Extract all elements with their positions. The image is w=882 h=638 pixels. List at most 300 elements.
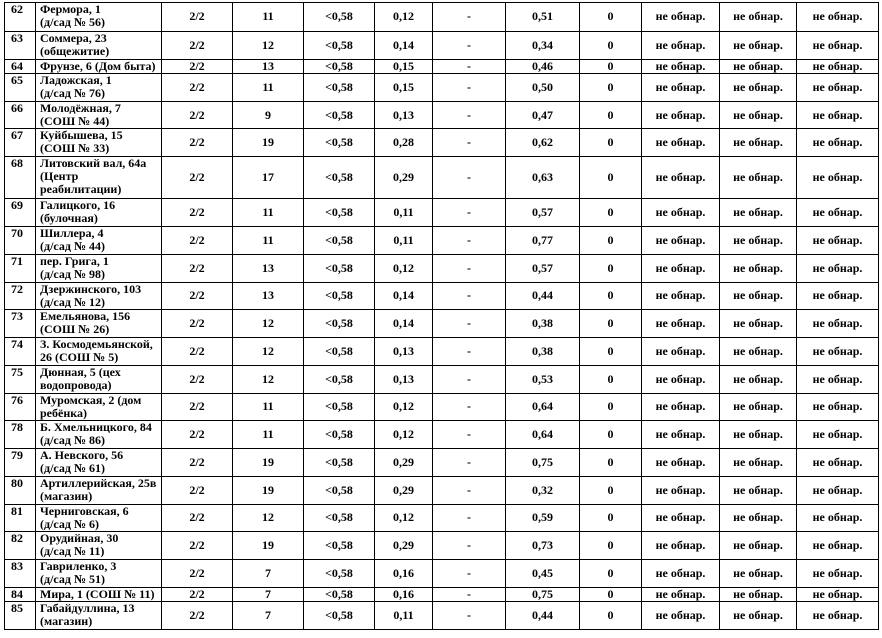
value-cell: - [433,157,506,199]
address-cell [36,101,162,129]
ratio-cell: 2/2 [162,199,233,227]
status-cell: не обнар. [797,254,879,282]
value-cell: 0,15 [375,59,433,73]
table-row [5,157,879,199]
value-cell: 0 [580,310,642,338]
status-cell: не обнар. [720,254,797,282]
status-cell: не обнар. [720,129,797,157]
value-cell: <0,58 [304,282,375,310]
row-number-cell: 74 [5,338,36,366]
address-line: (д/сад № 6) [40,516,99,531]
ratio-cell: 2/2 [162,532,233,560]
value-cell: 19 [233,532,304,560]
value-cell: - [433,602,506,630]
status-cell: не обнар. [642,393,720,421]
value-cell: - [433,476,506,504]
table-row [5,3,879,32]
value-cell: - [433,421,506,449]
address-line: Дзержинского, 103 [40,282,142,296]
value-cell: 0 [580,3,642,32]
address-cell [36,31,162,59]
row-number-cell: 64 [5,59,36,73]
address-cell [36,602,162,630]
address-line: ребёнка) [40,405,87,420]
ratio-cell: 2/2 [162,365,233,393]
address-line: Мира, 1 (СОШ № 11) [40,587,155,601]
row-number-cell: 70 [5,227,36,255]
value-cell: 0,11 [375,199,433,227]
value-cell: 17 [233,157,304,199]
value-cell: 0,63 [506,157,580,199]
value-cell: 12 [233,31,304,59]
value-cell: 0,59 [506,504,580,532]
value-cell: 11 [233,3,304,32]
value-cell: 0,29 [375,532,433,560]
value-cell: 0 [580,532,642,560]
value-cell: <0,58 [304,587,375,601]
value-cell: 0,64 [506,393,580,421]
status-cell: не обнар. [797,338,879,366]
row-number-cell: 78 [5,421,36,449]
value-cell: 11 [233,199,304,227]
address-line: Муромская, 2 (дом [40,393,142,407]
value-cell: 0 [580,227,642,255]
value-cell: <0,58 [304,365,375,393]
address-cell [36,227,162,255]
value-cell: 7 [233,602,304,630]
value-cell: 0,44 [506,282,580,310]
value-cell: <0,58 [304,157,375,199]
status-cell: не обнар. [642,587,720,601]
value-cell: <0,58 [304,393,375,421]
value-cell: - [433,338,506,366]
ratio-cell: 2/2 [162,129,233,157]
status-cell: не обнар. [720,282,797,310]
value-cell: 0 [580,338,642,366]
value-cell: 0 [580,254,642,282]
status-cell: не обнар. [642,365,720,393]
value-cell: 0,51 [506,3,580,32]
value-cell: 0,44 [506,602,580,630]
value-cell: 0,73 [506,532,580,560]
value-cell: 0 [580,421,642,449]
value-cell: <0,58 [304,476,375,504]
address-line: Ладожская, 1 [40,73,112,87]
table-row [5,282,879,310]
value-cell: 0,13 [375,338,433,366]
status-cell: не обнар. [642,532,720,560]
value-cell: 0,62 [506,129,580,157]
status-cell: не обнар. [797,59,879,73]
value-cell: - [433,73,506,101]
value-cell: - [433,199,506,227]
address-line: реабилитации) [40,182,122,197]
status-cell: не обнар. [720,73,797,101]
value-cell: 0,38 [506,338,580,366]
value-cell: 0 [580,31,642,59]
value-cell: 0,64 [506,421,580,449]
status-cell: не обнар. [642,129,720,157]
value-cell: 0,12 [375,254,433,282]
status-cell: не обнар. [797,421,879,449]
value-cell: 0 [580,602,642,630]
value-cell: 0 [580,101,642,129]
value-cell: 0,29 [375,449,433,477]
value-cell: - [433,560,506,588]
status-cell: не обнар. [720,602,797,630]
value-cell: - [433,31,506,59]
value-cell: <0,58 [304,338,375,366]
value-cell: 0,13 [375,101,433,129]
value-cell: 19 [233,476,304,504]
table-row [5,393,879,421]
ratio-cell: 2/2 [162,73,233,101]
ratio-cell: 2/2 [162,587,233,601]
value-cell: 0,75 [506,449,580,477]
row-number-cell: 79 [5,449,36,477]
value-cell: 11 [233,421,304,449]
address-line: Соммера, 23 [40,31,107,45]
value-cell: 0,75 [506,587,580,601]
row-number-cell: 62 [5,3,36,32]
value-cell: - [433,101,506,129]
value-cell: 11 [233,73,304,101]
address-cell [36,282,162,310]
row-number-cell: 82 [5,532,36,560]
status-cell: не обнар. [720,310,797,338]
status-cell: не обнар. [642,310,720,338]
value-cell: 13 [233,254,304,282]
address-line: (д/сад № 98) [40,266,105,281]
table-row [5,560,879,588]
address-line: (д/сад № 76) [40,85,105,100]
status-cell: не обнар. [797,449,879,477]
table-row [5,310,879,338]
address-line: пер. Грига, 1 [40,254,109,268]
row-number-cell: 72 [5,282,36,310]
status-cell: не обнар. [797,129,879,157]
status-cell: не обнар. [720,101,797,129]
status-cell: не обнар. [642,31,720,59]
ratio-cell: 2/2 [162,476,233,504]
address-cell [36,504,162,532]
row-number-cell: 69 [5,199,36,227]
address-line: (д/сад № 51) [40,572,105,587]
status-cell: не обнар. [720,157,797,199]
value-cell: 12 [233,310,304,338]
address-line: Фрунзе, 6 (Дом быта) [40,59,156,73]
value-cell: - [433,3,506,32]
value-cell: - [433,129,506,157]
value-cell: 0,14 [375,310,433,338]
status-cell: не обнар. [642,449,720,477]
value-cell: 12 [233,365,304,393]
row-number-cell: 75 [5,365,36,393]
value-cell: 9 [233,101,304,129]
value-cell: 0,14 [375,31,433,59]
status-cell: не обнар. [797,602,879,630]
ratio-cell: 2/2 [162,310,233,338]
address-line: (д/сад № 61) [40,461,105,476]
address-line: (д/сад № 86) [40,433,105,448]
status-cell: не обнар. [642,73,720,101]
value-cell: <0,58 [304,73,375,101]
value-cell: 0,29 [375,157,433,199]
status-cell: не обнар. [797,476,879,504]
measurements-table [4,2,879,630]
row-number-cell: 80 [5,476,36,504]
value-cell: 0,11 [375,227,433,255]
value-cell: 12 [233,338,304,366]
address-cell [36,560,162,588]
status-cell: не обнар. [797,282,879,310]
address-line: З. Космодемьянской, [40,337,153,352]
value-cell: 0 [580,365,642,393]
status-cell: не обнар. [642,504,720,532]
address-line: (д/сад № 44) [40,239,105,254]
value-cell: 0 [580,59,642,73]
value-cell: 0,57 [506,199,580,227]
status-cell: не обнар. [642,254,720,282]
value-cell: 12 [233,504,304,532]
address-line: (Центр [40,169,79,184]
value-cell: 13 [233,282,304,310]
value-cell: 0 [580,157,642,199]
address-line: (магазин) [40,614,93,629]
address-cell [36,310,162,338]
value-cell: 0,28 [375,129,433,157]
value-cell: 0 [580,282,642,310]
value-cell: <0,58 [304,59,375,73]
ratio-cell: 2/2 [162,157,233,199]
value-cell: 0,16 [375,587,433,601]
row-number-cell: 84 [5,587,36,601]
value-cell: 0,15 [375,73,433,101]
address-line: (СОШ № 26) [40,322,110,337]
address-line: Черниговская, 6 [40,504,129,518]
value-cell: <0,58 [304,129,375,157]
value-cell: 0 [580,73,642,101]
value-cell: 13 [233,59,304,73]
table-row [5,587,879,601]
value-cell: 0,53 [506,365,580,393]
status-cell: не обнар. [642,227,720,255]
status-cell: не обнар. [797,310,879,338]
value-cell: 0,12 [375,3,433,32]
ratio-cell: 2/2 [162,421,233,449]
ratio-cell: 2/2 [162,338,233,366]
value-cell: 0 [580,476,642,504]
value-cell: 0,45 [506,560,580,588]
row-number-cell: 76 [5,393,36,421]
value-cell: <0,58 [304,602,375,630]
status-cell: не обнар. [720,31,797,59]
address-line: Фермора, 1 [40,2,101,16]
table-row [5,504,879,532]
value-cell: - [433,504,506,532]
table-row [5,254,879,282]
ratio-cell: 2/2 [162,282,233,310]
value-cell: 0,34 [506,31,580,59]
row-number-cell: 65 [5,73,36,101]
value-cell: 0,29 [375,476,433,504]
address-line: Артиллерийская, 25в [40,476,157,490]
value-cell: - [433,59,506,73]
status-cell: не обнар. [797,31,879,59]
status-cell: не обнар. [797,199,879,227]
status-cell: не обнар. [642,157,720,199]
status-cell: не обнар. [797,227,879,255]
table-row [5,73,879,101]
address-cell [36,476,162,504]
address-line: 26 (СОШ № 5) [40,350,119,365]
row-number-cell: 81 [5,504,36,532]
address-line: (магазин) [40,488,93,503]
value-cell: <0,58 [304,227,375,255]
value-cell: <0,58 [304,199,375,227]
address-cell [36,73,162,101]
status-cell: не обнар. [720,59,797,73]
value-cell: - [433,532,506,560]
status-cell: не обнар. [797,101,879,129]
address-line: (СОШ № 44) [40,113,110,128]
address-cell [36,365,162,393]
value-cell: - [433,587,506,601]
row-number-cell: 71 [5,254,36,282]
status-cell: не обнар. [642,560,720,588]
address-line: А. Невского, 56 [40,448,124,463]
ratio-cell: 2/2 [162,59,233,73]
value-cell: 0 [580,587,642,601]
value-cell: <0,58 [304,254,375,282]
value-cell: <0,58 [304,560,375,588]
row-number-cell: 85 [5,602,36,630]
table-row [5,421,879,449]
status-cell: не обнар. [720,449,797,477]
value-cell: 0 [580,449,642,477]
value-cell: 0 [580,560,642,588]
status-cell: не обнар. [720,587,797,601]
value-cell: 11 [233,393,304,421]
value-cell: <0,58 [304,101,375,129]
status-cell: не обнар. [797,3,879,32]
address-cell [36,254,162,282]
status-cell: не обнар. [797,504,879,532]
value-cell: - [433,449,506,477]
status-cell: не обнар. [797,532,879,560]
value-cell: 0,77 [506,227,580,255]
status-cell: не обнар. [720,227,797,255]
value-cell: 0,12 [375,504,433,532]
value-cell: 0 [580,129,642,157]
address-line: (д/сад № 56) [40,15,105,29]
table-row [5,199,879,227]
address-line: (д/сад № 12) [40,294,105,309]
address-line: Емельянова, 156 [40,309,131,324]
row-number-cell: 68 [5,157,36,199]
address-line: Б. Хмельницкого, 84 [40,420,152,435]
value-cell: 0,14 [375,282,433,310]
table-row [5,532,879,560]
address-cell [36,338,162,366]
ratio-cell: 2/2 [162,31,233,59]
status-cell: не обнар. [720,421,797,449]
status-cell: не обнар. [720,338,797,366]
value-cell: 19 [233,449,304,477]
address-cell [36,587,162,601]
value-cell: - [433,282,506,310]
address-line: водопровода) [40,377,112,392]
row-number-cell: 66 [5,101,36,129]
status-cell: не обнар. [642,3,720,32]
address-cell [36,532,162,560]
ratio-cell: 2/2 [162,3,233,32]
ratio-cell: 2/2 [162,393,233,421]
address-line: Габайдуллина, 13 [40,601,135,616]
status-cell: не обнар. [642,101,720,129]
value-cell: 0,13 [375,365,433,393]
address-line: Гавриленко, 3 [40,559,117,574]
row-number-cell: 67 [5,129,36,157]
value-cell: <0,58 [304,449,375,477]
value-cell: <0,58 [304,310,375,338]
table-row [5,101,879,129]
address-cell [36,421,162,449]
row-number-cell: 63 [5,31,36,59]
ratio-cell: 2/2 [162,602,233,630]
value-cell: 7 [233,560,304,588]
address-line: (общежитие) [40,43,110,58]
table-row [5,129,879,157]
value-cell: <0,58 [304,532,375,560]
status-cell: не обнар. [720,199,797,227]
status-cell: не обнар. [797,560,879,588]
status-cell: не обнар. [797,365,879,393]
status-cell: не обнар. [797,393,879,421]
value-cell: 19 [233,129,304,157]
status-cell: не обнар. [720,365,797,393]
table-row [5,365,879,393]
status-cell: не обнар. [642,602,720,630]
value-cell: <0,58 [304,504,375,532]
table-row [5,227,879,255]
row-number-cell: 73 [5,310,36,338]
status-cell: не обнар. [642,199,720,227]
table-body [5,3,879,630]
table-row [5,31,879,59]
value-cell: 11 [233,227,304,255]
value-cell: <0,58 [304,3,375,32]
value-cell: 0,50 [506,73,580,101]
value-cell: 0,32 [506,476,580,504]
status-cell: не обнар. [797,587,879,601]
address-cell [36,3,162,32]
address-cell [36,449,162,477]
value-cell: 0 [580,504,642,532]
value-cell: - [433,227,506,255]
value-cell: <0,58 [304,421,375,449]
address-line: Галицкого, 16 [40,198,116,213]
address-line: Шиллера, 4 [40,226,104,241]
ratio-cell: 2/2 [162,254,233,282]
address-cell [36,393,162,421]
address-line: Литовский вал, 64а [40,156,147,171]
value-cell: 0,12 [375,393,433,421]
value-cell: 0,11 [375,602,433,630]
value-cell: 0 [580,393,642,421]
status-cell: не обнар. [642,59,720,73]
value-cell: - [433,393,506,421]
